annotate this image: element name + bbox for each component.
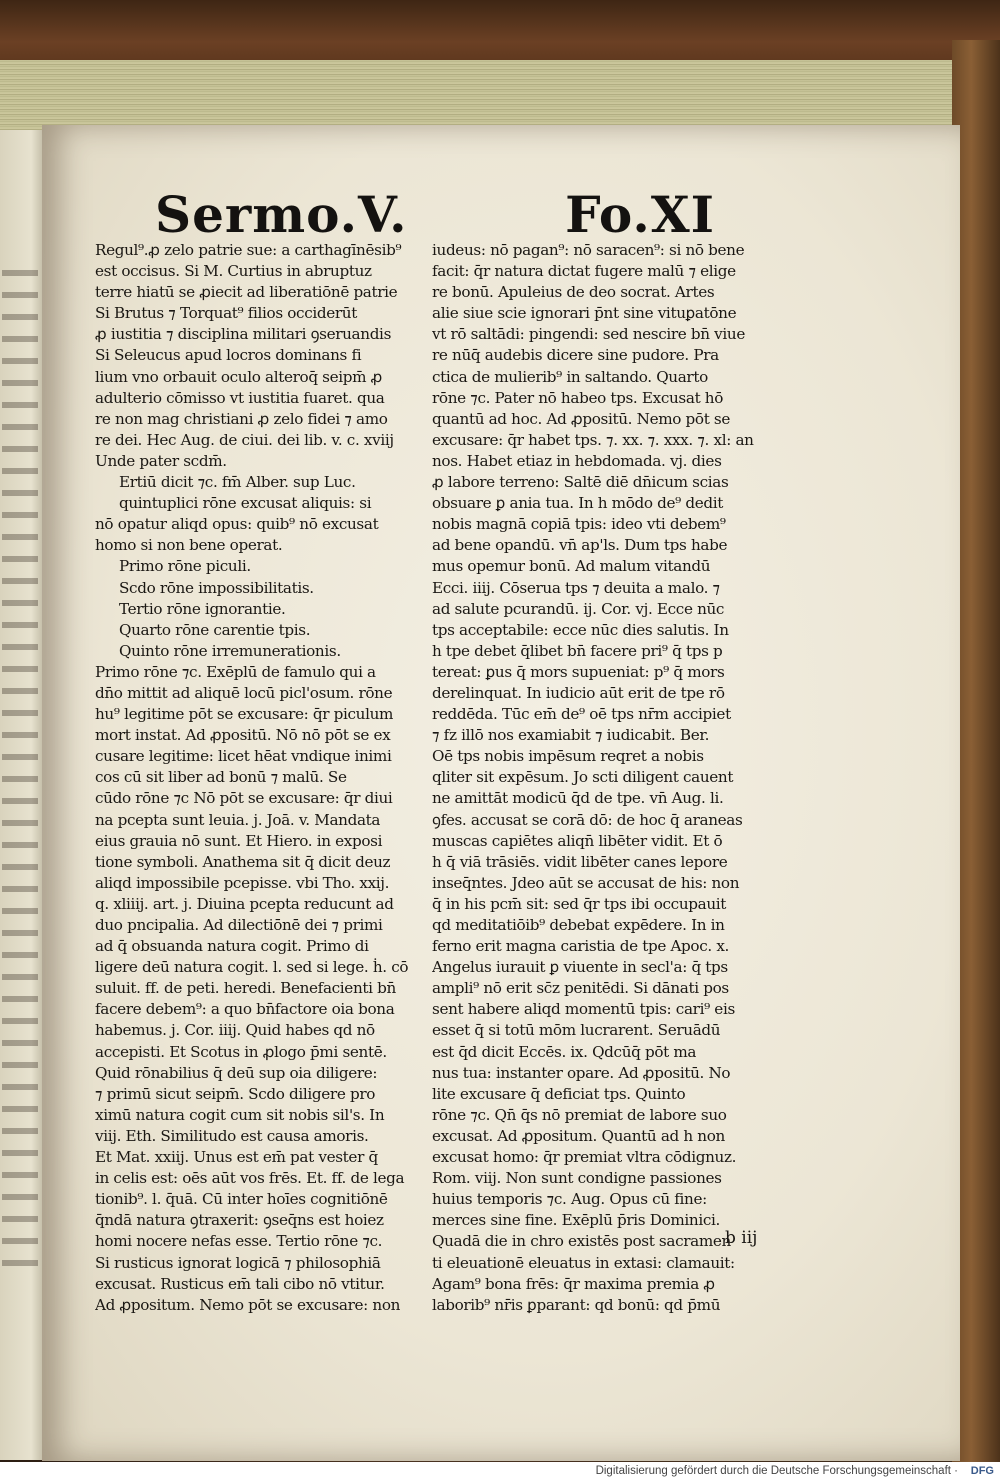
text-line: mort instat. Ad ꝓpositū. Nō nō pōt se ex <box>95 726 391 745</box>
text-line: ad q̄ obsuanda natura cogit. Primo di <box>95 937 369 956</box>
text-line: Si Seleucus apud locros dominans fi <box>95 346 362 365</box>
text-line: derelinquat. In iudicio aūt erit de tpe rō <box>432 683 725 702</box>
text-line: quantū ad hoc. Ad ꝓpositū. Nemo pōt se <box>432 409 731 428</box>
text-line: ⁊ fz illō nos examiabit ⁊ iudicabit. Ber. <box>432 726 710 745</box>
text-line: muscas capiētes aliqn̄ libēter vidit. Et ō <box>432 831 723 850</box>
text-line: vt rō saltādi: pingendi: sed nescire bn̄ viue <box>432 325 745 344</box>
text-line: eius grauia nō sunt. Et Hiero. in exposi <box>95 831 383 850</box>
text-line: ꝓ labore terreno: Saltē diē dn̄icum scias <box>432 473 729 492</box>
text-line: excusat. Ad ꝓpositum. Quantū ad h non <box>432 1126 725 1145</box>
text-line: cusare legitime: licet hēat vndique inimi <box>95 747 392 766</box>
text-line: ꝓ iustitia ⁊ disciplina militari ꝯseruandis <box>95 325 392 344</box>
text-line: ximū natura cogit cum sit nobis sil's. In <box>95 1105 385 1124</box>
text-line: Et Mat. xxiij. Unus est em̄ pat vester q̄ <box>95 1148 378 1167</box>
text-line: excusat. Rusticus em̄ tali cibo nō vtitur. <box>95 1274 385 1293</box>
text-line: alie siue scie ignorari p̄nt sine vituꝑatōne <box>432 304 737 323</box>
text-line: huius temporis ⁊c. Aug. Opus cū fine: <box>432 1190 707 1209</box>
text-line: Quinto rōne irremunerationis. <box>119 641 341 660</box>
text-line: q̄ in his pcm̄ sit: sed q̄r tps ibi occupauit <box>432 894 727 913</box>
text-line: nus tua: instanter opare. Ad ꝓpositū. No <box>432 1063 731 1082</box>
text-line: ad salute pcurandū. ij. Cor. vj. Ecce nūc <box>432 599 725 618</box>
text-line: tionib⁹. l. q̄uā. Cū inter hoīes cognitiōnē <box>95 1190 388 1209</box>
text-line: Angelus iurauit ꝑ viuente in secl'a: q̄ tps <box>432 958 728 977</box>
text-line: ampli⁹ nō erit sc̄z penitēdi. Si dānati pos <box>432 979 729 998</box>
text-line: homi nocere nefas esse. Tertio rōne ⁊c. <box>95 1232 383 1251</box>
text-line: est q̄d dicit Eccēs. ix. Qdcūq̄ pōt ma <box>432 1042 697 1061</box>
text-line: qliter sit expēsum. Jo scti diligent cauent <box>432 768 734 787</box>
text-line: Ecci. iiij. Cōserua tps ⁊ deuita a malo. ⁊ <box>432 578 720 597</box>
text-line: laborib⁹ nr̄is ꝑparant: qd bonū: qd p̄mū <box>432 1295 721 1314</box>
text-line: rōne ⁊c. Qn̄ q̄s nō premiat de labore suo <box>432 1105 727 1124</box>
text-line: rōne ⁊c. Pater nō habeo tps. Excusat hō <box>432 388 724 407</box>
text-line: ꝯfes. accusat se corā dō: de hoc q̄ araneas <box>432 810 743 829</box>
signature-mark: b iij <box>725 1228 758 1248</box>
text-line: Ad ꝓpositum. Nemo pōt se excusare: non <box>95 1295 401 1314</box>
text-line: aliqd impossibile pcepisse. vbi Tho. xxij. <box>95 873 390 892</box>
text-line: quintuplici rōne excusat aliquis: si <box>119 494 372 513</box>
text-line: Agam⁹ bona frēs: q̄r maxima premia ꝓ <box>432 1274 715 1293</box>
text-line: ligere deū natura cogit. l. sed si lege. ḣ. cō <box>95 958 409 977</box>
text-line: ne amittāt modicū q̄d de tpe. vn̄ Aug. li. <box>432 789 724 808</box>
text-line: tereat: ꝑus q̄ mors supueniat: p⁹ q̄ mors <box>432 662 725 681</box>
text-line: Primo rōne ⁊c. Exēplū de famulo qui a <box>95 662 376 681</box>
text-line: Si Brutus ⁊ Torquat⁹ filios occiderūt <box>95 304 357 323</box>
text-line: nobis magnā copiā tpis: ideo vti debem⁹ <box>432 515 726 534</box>
text-line: re dei. Hec Aug. de ciui. dei lib. v. c. xviij <box>95 430 394 449</box>
text-line: dn̄o mittit ad aliquē locū picl'osum. rōne <box>95 683 393 702</box>
text-line: esset q̄ si totū mōm lucrarent. Seruādū <box>432 1021 721 1040</box>
text-line: merces sine fine. Exēplū p̄ris Dominici. <box>432 1211 720 1230</box>
text-line: ad bene opandū. vn̄ ap'ls. Dum tps habe <box>432 536 728 555</box>
text-line: ctica de mulierib⁹ in saltando. Quarto <box>432 367 708 386</box>
text-line: Ertiū dicit ⁊c. fm̄ Alber. sup Luc. <box>119 473 356 492</box>
dfg-logo: DFG <box>970 1465 994 1477</box>
text-line: in celis est: oēs aūt vos frēs. Et. ff. de lega <box>95 1169 405 1188</box>
text-line: homo si non bene operat. <box>95 536 283 555</box>
text-line: cos cū sit liber ad bonū ⁊ malū. Se <box>95 768 347 787</box>
text-line: hu⁹ legitime pōt se excusare: q̄r piculum <box>95 705 394 724</box>
text-line: na pcepta sunt leuia. j. Joā. v. Mandata <box>95 810 381 829</box>
text-line: terre hiatū se ꝓiecit ad liberatiōnē patrie <box>95 283 398 302</box>
text-line: Quadā die in chro existēs post sacramen <box>432 1232 731 1251</box>
text-line: facit: q̄r natura dictat fugere malū ⁊ elige <box>432 262 736 281</box>
text-line: tps acceptabile: ecce nūc dies salutis. In <box>432 620 729 639</box>
text-line: ti eleuationē eleuatus in extasi: clamauit: <box>432 1253 735 1272</box>
text-line: excusat homo: q̄r premiat vltra cōdignuz. <box>432 1148 737 1167</box>
text-line: est occisus. Si M. Curtius in abruptuz <box>95 262 372 281</box>
text-line: qd meditatiōib⁹ debebat expēdere. In in <box>432 916 725 934</box>
sermon-heading: Sermo.V. <box>155 185 408 244</box>
text-line: h q̄ viā trāsiēs. vidit libēter canes lepore <box>432 852 728 871</box>
text-line: excusare: q̄r habet tps. ⁊. xx. ⁊. xxx. ⁊. xl: an <box>432 430 754 449</box>
text-line: re bonū. Apuleius de deo socrat. Artes <box>432 283 715 302</box>
text-line: ⁊ primū sicut seipm̄. Scdo diligere pro <box>95 1084 376 1103</box>
text-line: duo pncipalia. Ad dilectiōnē dei ⁊ primi <box>95 916 383 934</box>
text-line: reddēda. Tūc em̄ de⁹ oē tps nr̄m accipiet <box>432 705 731 724</box>
text-line: mus opemur bonū. Ad malum vitandū <box>432 557 711 576</box>
text-line: re non mag christiani ꝓ zelo fidei ⁊ amo <box>95 409 388 428</box>
folio-number: Fo.XI <box>565 185 715 244</box>
facing-page-text <box>2 270 38 1270</box>
text-line: ferno erit magna caristia de tpe Apoc. x. <box>432 937 730 956</box>
text-line: Quid rōnabilius q̄ deū sup oia diligere: <box>95 1063 378 1082</box>
text-line: Oē tps nobis impēsum reqret a nobis <box>432 747 704 766</box>
text-line: Scdo rōne impossibilitatis. <box>119 578 314 597</box>
text-line: Rom. viij. Non sunt condigne passiones <box>432 1169 722 1188</box>
text-line: Primo rōne piculi. <box>119 557 251 576</box>
text-line: nō opatur aliqd opus: quib⁹ nō excusat <box>95 515 379 534</box>
text-line: re nūq̄ audebis dicere sine pudore. Pra <box>432 346 719 365</box>
text-line: sent habere aliqd momentū tpis: cari⁹ eis <box>432 1000 735 1019</box>
text-line: inseq̄ntes. Jdeo aūt se accusat de his: non <box>432 873 740 892</box>
text-line: Quarto rōne carentie tpis. <box>119 620 311 639</box>
page-header <box>155 185 715 245</box>
text-line: tione symboli. Anathema sit q̄ dicit deuz <box>95 852 391 871</box>
text-line: adulterio cōmisso vt iustitia fuaret. qua <box>95 388 385 407</box>
text-line: Tertio rōne ignorantie. <box>119 599 286 618</box>
right-text-column <box>432 240 772 1316</box>
left-text-column <box>95 240 435 1316</box>
text-line: Si rusticus ignorat logicā ⁊ philosophiā <box>95 1253 381 1272</box>
text-line: Regul⁹.ꝓ zelo patrie sue: a carthagīnēsib⁹ <box>95 241 402 259</box>
text-line: Unde pater scdm̄. <box>95 451 227 470</box>
text-line: accepisti. Et Scotus in ꝓlogo p̄mi sentē. <box>95 1042 387 1061</box>
text-line: q. xliiij. art. j. Diuina pcepta reducunt ad <box>95 894 394 913</box>
text-line: facere debem⁹: a quo bn̄factore oia bona <box>95 1000 395 1019</box>
text-line: obsuare ꝑ ania tua. In h mōdo de⁹ dedit <box>432 494 724 513</box>
text-line: viij. Eth. Similitudo est causa amoris. <box>95 1126 369 1145</box>
text-line: lium vno orbauit oculo alteroq̄ seipm̄ ꝓ <box>95 367 383 386</box>
text-line: h tpe debet q̄libet bn̄ facere pri⁹ q̄ tps p <box>432 641 723 660</box>
page-edges <box>0 60 980 130</box>
text-line: cūdo rōne ⁊c Nō pōt se excusare: q̄r diui <box>95 789 393 808</box>
footer-bar <box>0 1462 1000 1482</box>
text-line: iudeus: nō pagan⁹: nō saracen⁹: si nō bene <box>432 241 745 259</box>
funding-notice: Digitalisierung gefördert durch die Deutsche Forschungsgemeinschaft · <box>595 1465 958 1477</box>
text-line: q̄ndā natura ꝯtraxerit: ꝯseq̄ns est hoiez <box>95 1211 384 1230</box>
text-line: suluit. ff. de peti. heredi. Benefacienti bn̄ <box>95 979 396 998</box>
text-line: lite excusare q̄ deficiat tps. Quinto <box>432 1084 686 1103</box>
text-line: nos. Habet etiaz in hebdomada. vj. dies <box>432 451 722 470</box>
text-line: habemus. j. Cor. iiij. Quid habes qd nō <box>95 1021 375 1040</box>
